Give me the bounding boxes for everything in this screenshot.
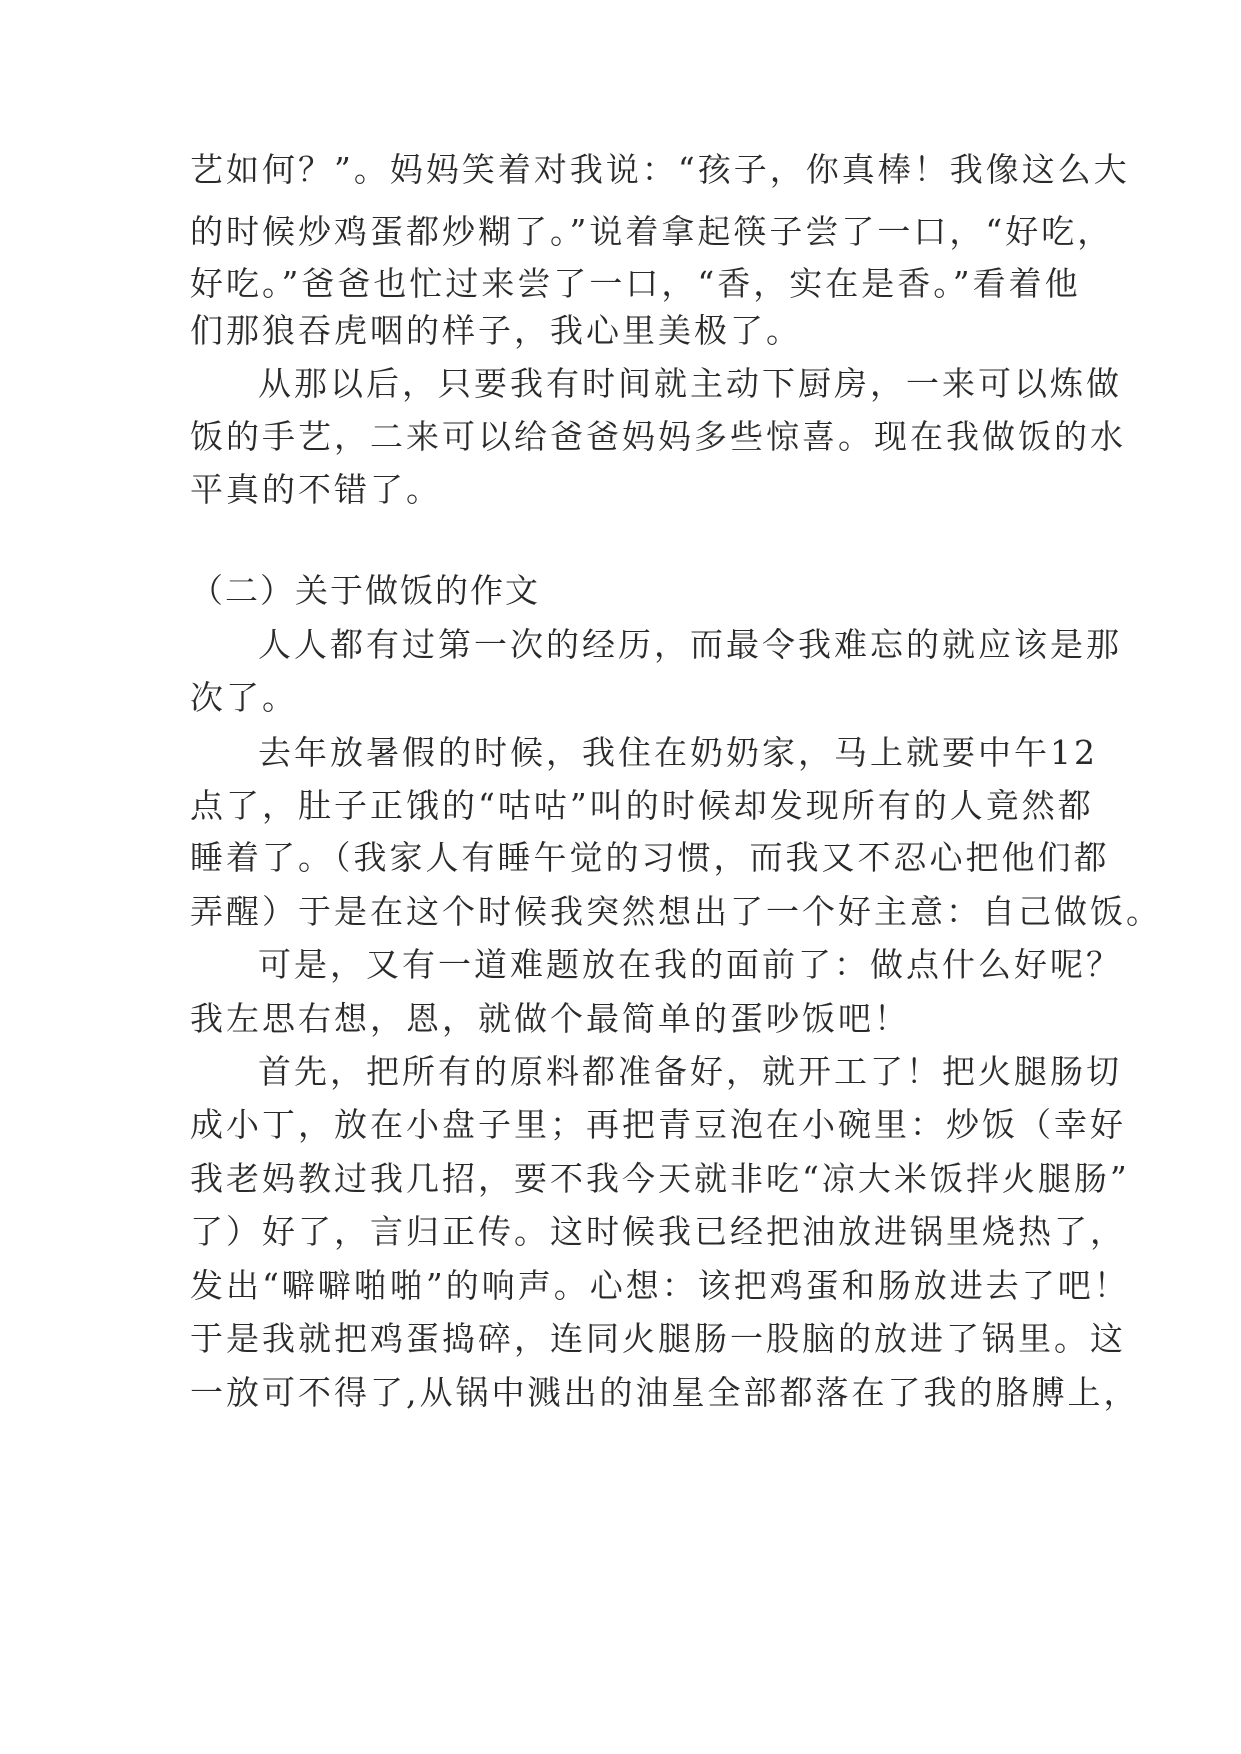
text-line: 次了。 (190, 678, 298, 717)
text-line: 我左思右想，恩，就做个最简单的蛋吵饭吧！ (190, 999, 910, 1038)
text-line: 了）好了，言归正传。这时候我已经把油放进锅里烧热了， (190, 1212, 1126, 1251)
paragraph-first-line: 首先，把所有的原料都准备好，就开工了！把火腿肠切 (258, 1052, 1122, 1091)
text-line: 于是我就把鸡蛋捣碎，连同火腿肠一股脑的放进了锅里。这 (190, 1319, 1126, 1358)
paragraph-first-line: 从那以后，只要我有时间就主动下厨房，一来可以炼做 (258, 364, 1122, 403)
text-line: 弄醒）于是在这个时候我突然想出了一个好主意：自己做饭。 (190, 892, 1162, 931)
text-line: 们那狼吞虎咽的样子，我心里美极了。 (190, 311, 802, 350)
text-line: 成小丁，放在小盘子里；再把青豆泡在小碗里：炒饭（幸好 (190, 1105, 1126, 1144)
text-line: 好吃。”爸爸也忙过来尝了一口，“香，实在是香。”看着他 (190, 264, 1081, 303)
text-line: 我老妈教过我几招，要不我今天就非吃“凉大米饭拌火腿肠” (190, 1159, 1130, 1198)
text-line: 一放可不得了,从锅中溅出的油星全部都落在了我的胳膊上， (190, 1373, 1140, 1412)
text-line: 点了，肚子正饿的“咕咕”叫的时候却发现所有的人竟然都 (190, 786, 1094, 825)
section-heading: （二）关于做饭的作文 (190, 571, 540, 610)
paragraph-first-line: 去年放暑假的时候，我住在奶奶家，马上就要中午12 (258, 733, 1098, 772)
text-line: 睡着了。（我家人有睡午觉的习惯，而我又不忍心把他们都 (190, 838, 1110, 877)
text-line: 发出“噼噼啪啪”的响声。心想：该把鸡蛋和肠放进去了吧！ (190, 1266, 1130, 1305)
paragraph-first-line: 人人都有过第一次的经历，而最令我难忘的就应该是那 (258, 625, 1122, 664)
text-line: 平真的不错了。 (190, 470, 442, 509)
text-line: 艺如何？”。妈妈笑着对我说：“孩子，你真棒！我像这么大 (190, 150, 1130, 189)
paragraph-first-line: 可是，又有一道难题放在我的面前了：做点什么好呢？ (258, 945, 1122, 984)
text-line: 的时候炒鸡蛋都炒糊了。”说着拿起筷子尝了一口，“好吃， (190, 212, 1114, 251)
text-line: 饭的手艺，二来可以给爸爸妈妈多些惊喜。现在我做饭的水 (190, 417, 1126, 456)
